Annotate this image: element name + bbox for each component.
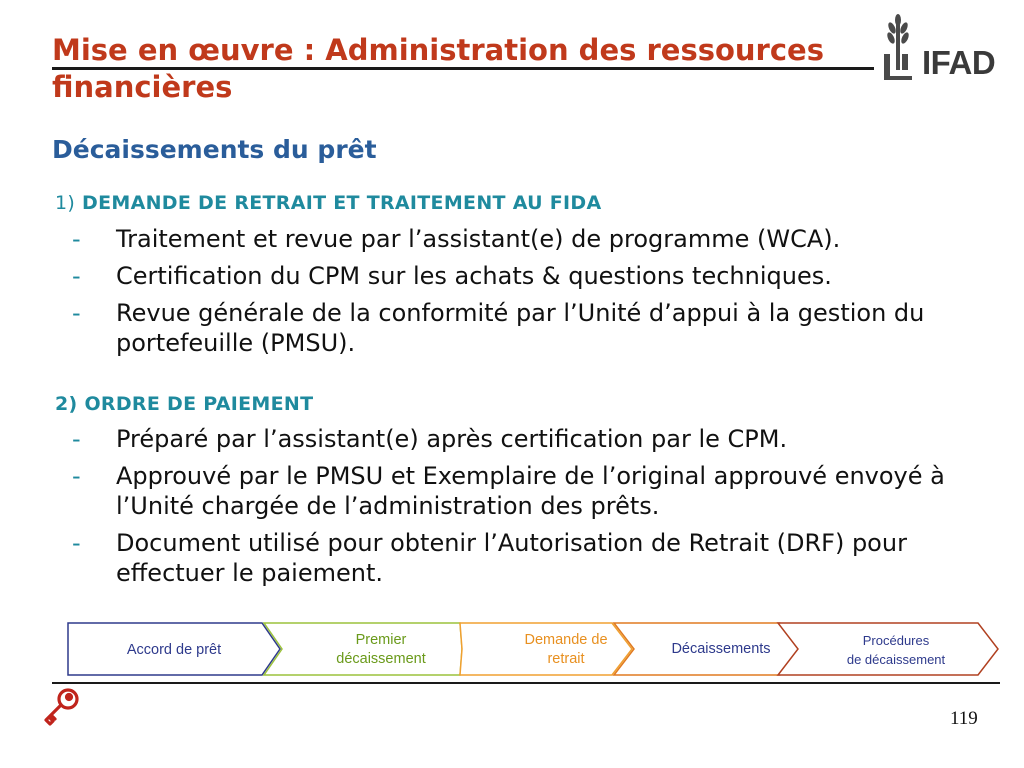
list-item: - Revue générale de la conformité par l’Unité d’appui à la gestion du portefeuille (PMSU). xyxy=(72,299,925,357)
dash-bullet-icon: - xyxy=(72,262,81,290)
flow-step-decaissements: Décaissements xyxy=(671,641,771,657)
logo-text: IFAD xyxy=(922,44,996,81)
section-number: 2) xyxy=(55,393,78,415)
flow-step-procedures: Procédures de décaissement xyxy=(846,633,946,667)
process-flow xyxy=(66,621,1002,677)
dash-bullet-icon: - xyxy=(72,425,81,453)
list-item: - Préparé par l’assistant(e) après certification par le CPM. xyxy=(72,425,788,453)
list-item: - Document utilisé pour obtenir l’Autorisation de Retrait (DRF) pour effectuer le paiement. xyxy=(72,529,907,587)
section-heading-1 xyxy=(55,192,601,214)
slide-subtitle: Décaissements du prêt xyxy=(52,135,377,164)
page-number: 119 xyxy=(950,708,978,729)
flow-step-accord: Accord de prêt xyxy=(126,642,222,658)
list-item: - Approuvé par le PMSU et Exemplaire de l’original approuvé envoyé à l’Unité chargée de l’administration des prêts. xyxy=(72,462,945,520)
footer-divider xyxy=(52,682,1000,684)
slide-title: Mise en œuvre : Administration des ressources financières xyxy=(52,33,824,104)
dash-bullet-icon: - xyxy=(72,225,81,253)
title-underline xyxy=(52,67,874,70)
section-title: DEMANDE DE RETRAIT ET TRAITEMENT AU FIDA xyxy=(82,192,602,214)
flow-step-demande: Demande de retrait xyxy=(524,632,608,667)
bullet-list-1 xyxy=(72,224,1007,365)
dash-bullet-icon: - xyxy=(72,299,81,327)
dash-bullet-icon: - xyxy=(72,462,81,490)
list-item: - Certification du CPM sur les achats & questions techniques. xyxy=(72,262,832,290)
section-number: 1) xyxy=(55,192,76,214)
list-item: - Traitement et revue par l’assistant(e) de programme (WCA). xyxy=(72,225,841,253)
flow-step-premier: Premier décaissement xyxy=(336,632,426,667)
section-title: ORDRE DE PAIEMENT xyxy=(84,393,314,415)
key-icon xyxy=(40,684,84,728)
section-heading-2 xyxy=(55,393,313,415)
dash-bullet-icon: - xyxy=(72,529,81,557)
bullet-list-2 xyxy=(72,424,1007,595)
